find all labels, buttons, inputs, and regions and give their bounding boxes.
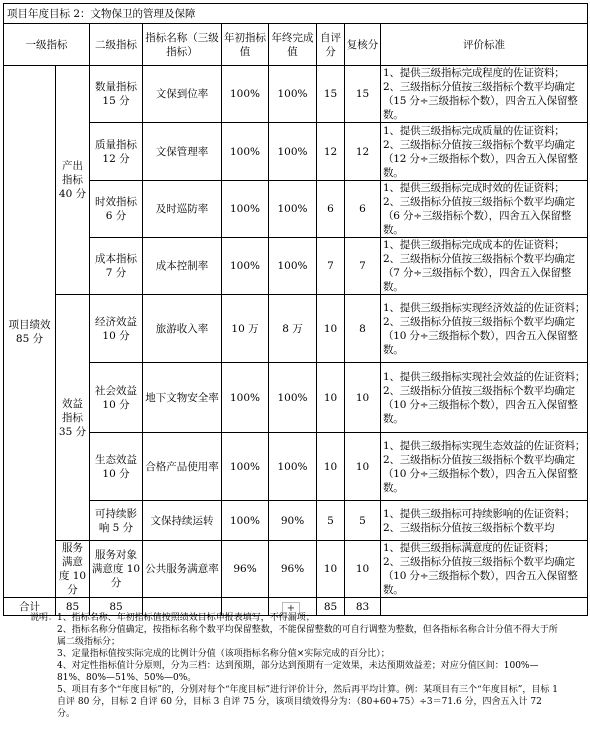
row-level2: 可持续影响 5 分 [90, 501, 143, 541]
table-row [4, 433, 588, 501]
row-criteria: 1、提供三级指标完成时效的佐证资料； 2、三级指标分值按三级指标个数平均确定（6 分÷三级指标个数），四舍五入保留整数。 [381, 181, 588, 238]
row-initial: 100% [222, 181, 269, 238]
note-item: 3、定量指标值按实际完成的比例计分值（该项指标名称分值×实际完成的百分比）； [57, 649, 390, 659]
row-criteria: 1、提供三级指标实现生态效益的佐证资料； 2、三级指标分值按三级指标个数平均确定（10 分÷三级指标个数），四舍五入保留整数。 [381, 433, 588, 501]
total-level1: 85 [56, 598, 90, 616]
table-expand-button[interactable]: + [282, 602, 300, 616]
row-final: 100% [269, 433, 317, 501]
table-row [4, 541, 588, 598]
header-level2: 二级指标 [90, 24, 143, 66]
header-level1: 一级指标 [4, 24, 90, 66]
total-label: 合计 [4, 598, 56, 616]
row-level2: 生态效益 10 分 [90, 433, 143, 501]
table-row [4, 66, 588, 123]
table-row [4, 363, 588, 433]
row-level3: 合格产品使用率 [143, 433, 222, 501]
row-review: 6 [345, 181, 381, 238]
table-row [4, 238, 588, 295]
row-self: 6 [317, 181, 345, 238]
row-initial: 100% [222, 433, 269, 501]
row-level3: 旅游收入率 [143, 295, 222, 363]
row-review: 8 [345, 295, 381, 363]
row-level2: 时效指标 6 分 [90, 181, 143, 238]
row-initial: 100% [222, 238, 269, 295]
row-self: 7 [317, 238, 345, 295]
row-level3: 文保到位率 [143, 66, 222, 123]
header-initial-value: 年初指标值 [222, 24, 269, 66]
row-initial: 100% [222, 66, 269, 123]
row-level2: 数量指标 15 分 [90, 66, 143, 123]
row-level2: 质量指标 12 分 [90, 123, 143, 181]
row-initial: 100% [222, 123, 269, 181]
note-item: 2、指标名称分值确定，按指标名称个数平均保留整数，不能保留整数的可自行调整为整数，但各指标名称合计分值不得大于所属二级指标分； [57, 625, 558, 647]
row-review: 10 [345, 433, 381, 501]
row-level3: 公共服务满意率 [143, 541, 222, 598]
note-item: 1、指标名称、年初指标值按照绩效目标申报表填写，不得漏项； [57, 613, 315, 623]
row-final: 100% [269, 238, 317, 295]
total-self: 85 [317, 598, 345, 616]
row-self: 10 [317, 541, 345, 598]
row-final: 100% [269, 363, 317, 433]
header-self-score: 自评分 [317, 24, 345, 66]
total-review: 83 [345, 598, 381, 616]
table-title: 项目年度目标 2：文物保卫的管理及保障 [4, 4, 588, 24]
evaluation-document [3, 3, 588, 616]
row-self: 10 [317, 363, 345, 433]
row-level2: 社会效益 10 分 [90, 363, 143, 433]
row-initial: 10 万 [222, 295, 269, 363]
row-initial: 96% [222, 541, 269, 598]
header-review-score: 复核分 [345, 24, 381, 66]
row-criteria: 1、提供三级指标可持续影响的佐证资料； 2、三级指标分值按三级指标个数平均 [381, 501, 588, 541]
row-level3: 成本控制率 [143, 238, 222, 295]
note-item: 4、对定性指标值计分原则，分为三档：达到预期，部分达到预期有一定效果，未达预期效益差；对应分值区间：100%—81%、80%—51%、50%—0%。 [57, 661, 539, 683]
row-initial: 100% [222, 363, 269, 433]
row-level3: 地下文物安全率 [143, 363, 222, 433]
group-service: 服务满意度 10 分 [56, 541, 90, 598]
row-level2: 经济效益 10 分 [90, 295, 143, 363]
table-row [4, 501, 588, 541]
table-row [4, 295, 588, 363]
header-row [4, 24, 588, 66]
row-review: 5 [345, 501, 381, 541]
row-final: 96% [269, 541, 317, 598]
row-level3: 文保持续运转 [143, 501, 222, 541]
note-item: 5、项目有多个“年度目标”的，分别对每个“年度目标”进行评价计分，然后再平均计算。例：某项目有三个“年度目标”，目标 1 自评 80 分，目标 2 自评 60 分，目标 3 自评 75 分，该项目绩效得分为：（80+60+75）÷3＝71.6 分，四舍五入计 72 分。 [57, 685, 558, 719]
title-row [4, 4, 588, 24]
row-self: 5 [317, 501, 345, 541]
header-final-value: 年终完成值 [269, 24, 317, 66]
row-criteria: 1、提供三级指标实现社会效益的佐证资料； 2、三级指标分值按三级指标个数平均确定（10 分÷三级指标个数），四舍五入保留整数。 [381, 363, 588, 433]
row-level3: 及时巡防率 [143, 181, 222, 238]
row-self: 12 [317, 123, 345, 181]
row-final: 100% [269, 181, 317, 238]
row-final: 8 万 [269, 295, 317, 363]
group-benefit: 效益指标 35 分 [56, 295, 90, 541]
row-final: 100% [269, 123, 317, 181]
row-level3: 文保管理率 [143, 123, 222, 181]
row-criteria: 1、提供三级指标完成成本的佐证资料； 2、三级指标分值按三级指标个数平均确定（7 分÷三级指标个数），四舍五入保留整数。 [381, 238, 588, 295]
row-criteria: 1、提供三级指标完成程度的佐证资料； 2、三级指标分值按三级指标个数平均确定（15 分÷三级指标个数），四舍五入保留整数。 [381, 66, 588, 123]
row-level2: 成本指标 7 分 [90, 238, 143, 295]
row-criteria: 1、提供三级指标完成质量的佐证资料； 2、三级指标分值按三级指标个数平均确定（12 分÷三级指标个数），四舍五入保留整数。 [381, 123, 588, 181]
row-review: 10 [345, 363, 381, 433]
total-level2: 85 [90, 598, 143, 616]
row-review: 7 [345, 238, 381, 295]
row-initial: 100% [222, 501, 269, 541]
row-review: 10 [345, 541, 381, 598]
row-final: 100% [269, 66, 317, 123]
row-self: 10 [317, 433, 345, 501]
row-review: 12 [345, 123, 381, 181]
notes-lead: 说明： [30, 613, 58, 623]
row-self: 15 [317, 66, 345, 123]
header-criteria: 评价标准 [381, 24, 588, 66]
row-final: 90% [269, 501, 317, 541]
table-row [4, 181, 588, 238]
group-output: 产出指标 40 分 [56, 66, 90, 295]
level1-performance: 项目绩效 85 分 [4, 66, 56, 598]
row-review: 15 [345, 66, 381, 123]
row-criteria: 1、提供三级指标实现经济效益的佐证资料； 2、三级指标分值按三级指标个数平均确定（10 分÷三级指标个数），四舍五入保留整数。 [381, 295, 588, 363]
evaluation-table [3, 3, 588, 616]
row-level2: 服务对象满意度 10 分 [90, 541, 143, 598]
header-level3: 指标名称（三级指标） [143, 24, 222, 66]
table-row [4, 123, 588, 181]
notes-section [30, 612, 560, 720]
row-self: 10 [317, 295, 345, 363]
row-criteria: 1、提供三级指标满意度的佐证资料； 2、三级指标分值按三级指标个数平均确定（10 分÷三级指标个数），四舍五入保留整数。 [381, 541, 588, 598]
